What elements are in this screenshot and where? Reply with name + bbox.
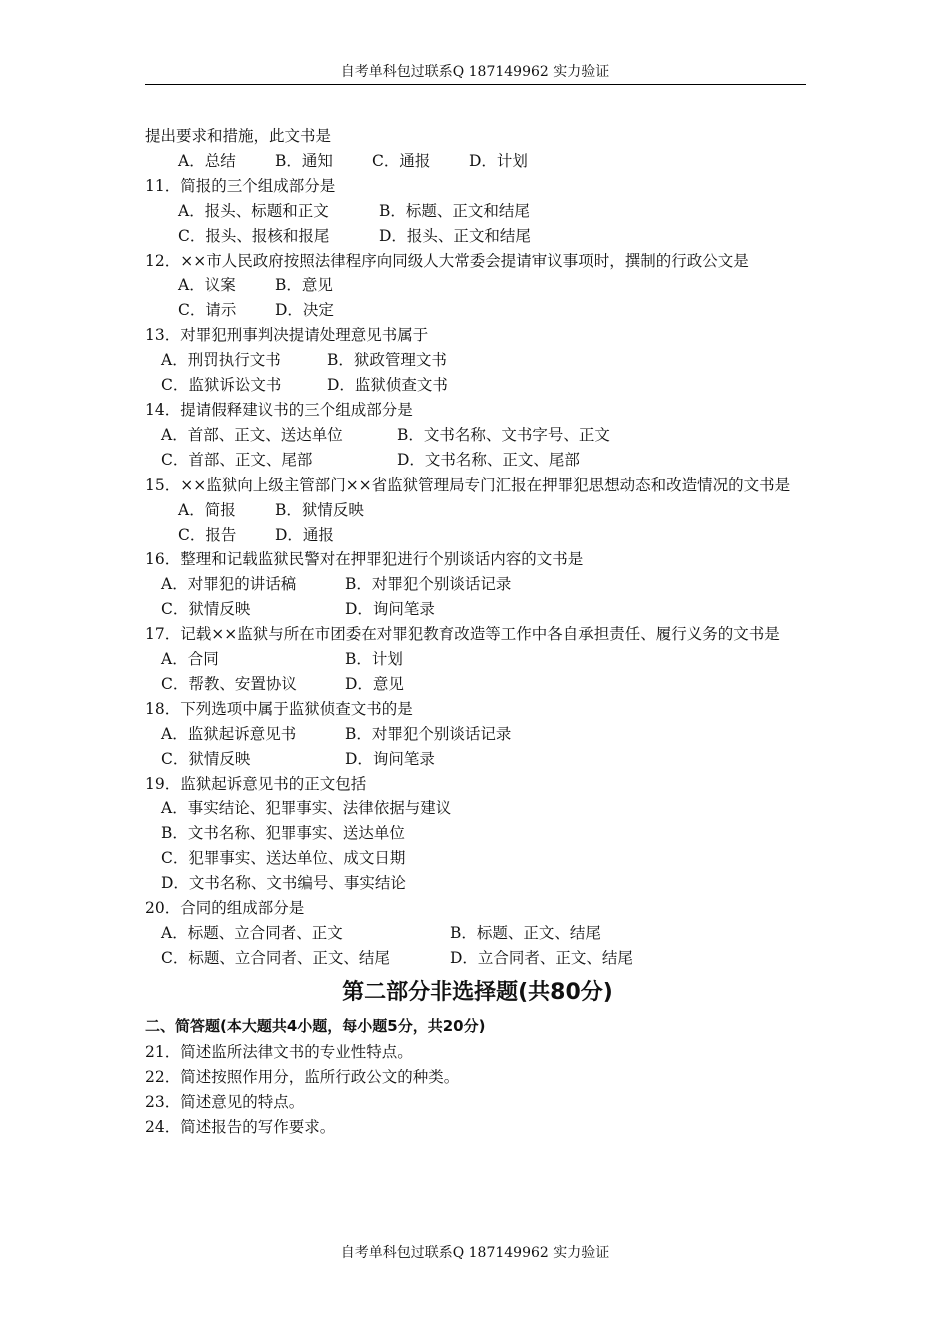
question-18-stem: 18．下列选项中属于监狱侦查文书的是 xyxy=(145,699,413,718)
question-19-stem: 19．监狱起诉意见书的正文包括 xyxy=(145,774,367,793)
question-22: 22．简述按照作用分，监所行政公文的种类。 xyxy=(145,1067,460,1086)
document-body xyxy=(145,124,810,1139)
option-a: A．事实结论、犯罪事实、法律依据与建议 xyxy=(161,799,452,818)
question-24: 24．简述报告的写作要求。 xyxy=(145,1117,336,1136)
question-13-stem: 13．对罪犯刑事判决提请处理意见书属于 xyxy=(145,326,429,345)
option-c: C．标题、立合同者、正文、结尾 xyxy=(161,948,390,967)
option-d: D．询问笔录 xyxy=(345,600,435,619)
part-two-title: 第二部分非选择题(共80分) xyxy=(342,979,613,1005)
option-d: D．文书名称、文书编号、事实结论 xyxy=(161,874,406,893)
question-15-stem: 15．××监狱向上级主管部门××省监狱管理局专门汇报在押罪犯思想动态和改造情况的文书是 xyxy=(145,475,791,494)
option-d: D．意见 xyxy=(345,674,404,693)
option-a: A．简报 xyxy=(178,500,236,519)
option-d: D．监狱侦查文书 xyxy=(327,376,448,395)
option-c: C．狱情反映 xyxy=(161,600,251,619)
option-a: A．合同 xyxy=(161,650,219,669)
option-d: D．立合同者、正文、结尾 xyxy=(450,948,633,967)
page-header: 自考单科包过联系Q 187149962 实力验证 xyxy=(340,64,610,80)
question-10-continuation: 提出要求和措施，此文书是 xyxy=(145,127,332,145)
option-c: C．狱情反映 xyxy=(161,749,251,768)
option-b: B．计划 xyxy=(345,650,403,669)
question-20-options-row1 xyxy=(145,921,810,946)
option-a: A．报头、标题和正文 xyxy=(178,201,329,220)
option-c: C．报头、报核和报尾 xyxy=(178,226,330,245)
question-12-stem: 12．××市人民政府按照法律程序向同级人大常委会提请审议事项时，撰制的行政公文是 xyxy=(145,251,749,270)
question-13-options-row2 xyxy=(145,373,810,398)
option-d: D．通报 xyxy=(275,525,334,544)
question-17-stem: 17．记载××监狱与所在市团委在对罪犯教育改造等工作中各自承担责任、履行义务的文书是 xyxy=(145,625,780,644)
option-c: C．帮教、安置协议 xyxy=(161,674,297,693)
question-14-options-row2 xyxy=(145,448,810,473)
option-b: B．对罪犯个别谈话记录 xyxy=(345,575,512,594)
question-20-options-row2 xyxy=(145,946,810,971)
option-a: A．监狱起诉意见书 xyxy=(161,724,297,743)
option-d: D．报头、正文和结尾 xyxy=(379,226,531,245)
question-17-options-row1 xyxy=(145,647,810,672)
question-15-options-row2 xyxy=(145,523,810,548)
question-15-options-row1 xyxy=(145,498,810,523)
question-16-options-row2 xyxy=(145,597,810,622)
option-b: B．标题、正文、结尾 xyxy=(450,924,601,942)
option-c: C．首部、正文、尾部 xyxy=(161,450,313,469)
option-b: B．对罪犯个别谈话记录 xyxy=(345,724,512,743)
option-a: A．刑罚执行文书 xyxy=(161,351,281,370)
option-a: A．首部、正文、送达单位 xyxy=(161,425,343,444)
header-rule xyxy=(145,84,806,85)
option-b: B．标题、正文和结尾 xyxy=(379,201,530,220)
option-b: B．通知 xyxy=(275,151,333,170)
option-a: A．标题、立合同者、正文 xyxy=(161,924,343,942)
page-footer: 自考单科包过联系Q 187149962 实力验证 xyxy=(340,1245,610,1261)
option-c: C．通报 xyxy=(372,151,431,170)
question-21: 21．简述监所法律文书的专业性特点。 xyxy=(145,1042,413,1061)
question-20-stem: 20．合同的组成部分是 xyxy=(145,899,305,918)
question-16-options-row1 xyxy=(145,572,810,597)
option-b: B．文书名称、犯罪事实、送达单位 xyxy=(161,824,405,843)
question-18-options-row1 xyxy=(145,722,810,747)
question-11-options-row1 xyxy=(145,199,810,224)
option-c: C．犯罪事实、送达单位、成文日期 xyxy=(161,849,406,868)
question-14-options-row1 xyxy=(145,423,810,448)
question-23: 23．简述意见的特点。 xyxy=(145,1092,305,1111)
option-d: D．计划 xyxy=(469,151,528,170)
option-a: A．总结 xyxy=(178,151,236,170)
option-c: C．监狱诉讼文书 xyxy=(161,376,282,395)
question-18-options-row2 xyxy=(145,747,810,772)
option-a: A．对罪犯的讲话稿 xyxy=(161,575,297,594)
option-b: B．文书名称、文书字号、正文 xyxy=(397,425,610,444)
option-c: C．报告 xyxy=(178,525,237,544)
option-d: D．文书名称、正文、尾部 xyxy=(397,450,580,469)
option-a: A．议案 xyxy=(178,276,236,295)
question-14-stem: 14．提请假释建议书的三个组成部分是 xyxy=(145,400,413,419)
question-13-options-row1 xyxy=(145,348,810,373)
question-10-options xyxy=(145,149,810,174)
option-c: C．请示 xyxy=(178,301,237,320)
question-16-stem: 16．整理和记载监狱民警对在押罪犯进行个别谈话内容的文书是 xyxy=(145,550,584,569)
option-b: B．狱政管理文书 xyxy=(327,351,447,370)
short-answer-heading: 二、简答题(本大题共4小题，每小题5分，共20分) xyxy=(145,1016,486,1035)
question-11-stem: 11．简报的三个组成部分是 xyxy=(145,176,336,195)
question-17-options-row2 xyxy=(145,672,810,697)
option-d: D．决定 xyxy=(275,301,334,320)
question-11-options-row2 xyxy=(145,224,810,249)
option-b: B．意见 xyxy=(275,276,333,295)
question-12-options-row1 xyxy=(145,273,810,298)
question-12-options-row2 xyxy=(145,298,810,323)
option-d: D．询问笔录 xyxy=(345,749,435,768)
option-b: B．狱情反映 xyxy=(275,500,364,519)
